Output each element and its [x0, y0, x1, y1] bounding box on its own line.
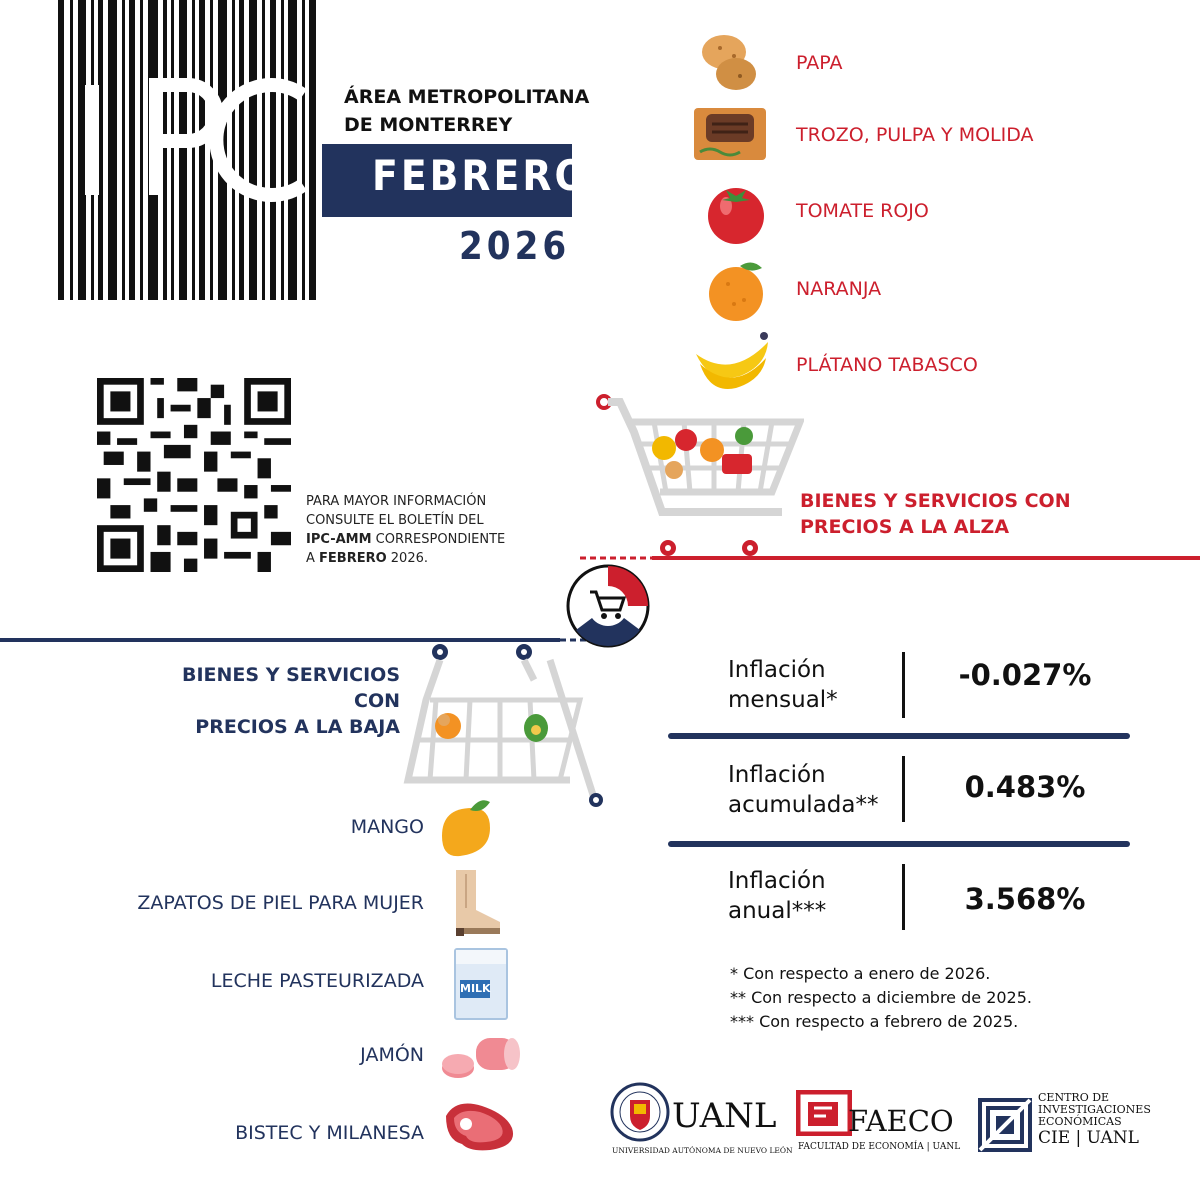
month-title: FEBRERO	[372, 151, 590, 200]
meat-icon	[690, 100, 770, 170]
down-item-label: LECHE PASTEURIZADA	[210, 970, 424, 992]
up-item-label: TROZO, PULPA Y MOLIDA	[796, 124, 1034, 146]
milk-icon	[454, 948, 508, 1020]
inflation-label-line-1: Inflación	[728, 868, 826, 894]
boot-icon	[444, 868, 508, 936]
uanl-seal-icon	[610, 1080, 670, 1150]
footnote: ** Con respecto a diciembre de 2025.	[730, 988, 1032, 1007]
ipc-barcode-logo	[58, 0, 316, 300]
inflation-label-line-2: anual***	[728, 898, 827, 924]
region-line-1: ÁREA METROPOLITANA	[344, 86, 590, 108]
cart-gauge-badge-icon	[562, 560, 654, 652]
table-divider	[902, 652, 905, 718]
info-month: FEBRERO	[319, 551, 387, 566]
up-item-label: PAPA	[796, 52, 843, 74]
cie-line: INVESTIGACIONES	[1038, 1103, 1151, 1116]
info-line-3	[306, 530, 514, 549]
inflation-label-acumulada	[728, 760, 878, 820]
region-line-2: DE MONTERREY	[344, 114, 513, 136]
down-item-jamon	[0, 1026, 520, 1086]
orange-icon	[690, 254, 770, 324]
ham-icon	[440, 1026, 524, 1086]
qr-code[interactable]	[97, 378, 291, 572]
down-item-label: ZAPATOS DE PIEL PARA MUJER	[137, 892, 424, 914]
down-item-label: JAMÓN	[360, 1044, 424, 1066]
table-row-separator	[668, 733, 1130, 739]
up-item-label: TOMATE ROJO	[796, 200, 929, 222]
info-ipc-amm: IPC-AMM	[306, 532, 372, 547]
footnote: *** Con respecto a febrero de 2025.	[730, 1012, 1019, 1031]
inflation-label-line-1: Inflación	[728, 657, 826, 683]
up-item-papa	[690, 28, 1190, 98]
down-item-zapatos	[0, 868, 520, 938]
cie-line: CENTRO DE	[1038, 1091, 1110, 1104]
up-heading-line-2: PRECIOS A LA ALZA	[800, 516, 1010, 538]
up-heading-line-1: BIENES Y SERVICIOS CON	[800, 490, 1071, 512]
down-item-bistec	[0, 1096, 520, 1160]
footnote: * Con respecto a enero de 2026.	[730, 964, 991, 983]
faeco-name: FAECO	[848, 1104, 954, 1138]
uanl-subtitle: UNIVERSIDAD AUTÓNOMA DE NUEVO LEÓN	[612, 1146, 793, 1155]
up-item-trozo	[690, 100, 1190, 170]
cie-name: CIE | UANL	[1038, 1128, 1139, 1148]
down-item-label: BISTEC Y MILANESA	[235, 1122, 424, 1144]
banana-icon	[690, 330, 770, 400]
down-section-heading	[130, 662, 400, 740]
tomato-icon	[690, 176, 770, 246]
down-item-mango	[0, 796, 520, 866]
region-title	[344, 83, 589, 139]
uanl-name: UANL	[672, 1096, 777, 1136]
info-line-2: CONSULTE EL BOLETÍN DEL	[306, 513, 484, 528]
up-item-naranja	[690, 254, 1190, 324]
down-heading-line-2: PRECIOS A LA BAJA	[195, 716, 400, 738]
milk-label: MILK	[460, 980, 490, 998]
uanl-logo[interactable]	[610, 1080, 793, 1160]
inflation-label-line-2: mensual*	[728, 687, 838, 713]
info-line-4-pre: A	[306, 551, 320, 566]
year-title: 2026	[459, 224, 571, 268]
steak-icon	[440, 1096, 520, 1156]
up-item-label: NARANJA	[796, 278, 882, 300]
cie-text	[1038, 1092, 1151, 1148]
up-item-platano	[690, 330, 1190, 400]
shopping-cart-down-icon	[400, 640, 610, 810]
inflation-value-acumulada: 0.483%	[964, 770, 1086, 804]
cie-logo[interactable]	[978, 1090, 1178, 1160]
cie-line: ECONÓMICAS	[1038, 1115, 1122, 1128]
inflation-value-mensual: -0.027%	[958, 658, 1092, 692]
inflation-label-line-1: Inflación	[728, 762, 826, 788]
down-heading-line-1: BIENES Y SERVICIOS CON	[182, 664, 400, 712]
info-line-3-rest: CORRESPONDIENTE	[371, 532, 506, 547]
down-item-leche	[0, 944, 520, 1016]
down-item-label: MANGO	[350, 816, 424, 838]
cie-mark-icon	[978, 1098, 1032, 1152]
table-divider	[902, 756, 905, 822]
table-row-separator	[668, 841, 1130, 847]
inflation-label-anual	[728, 866, 826, 926]
table-divider	[902, 864, 905, 930]
up-item-tomate	[690, 176, 1190, 246]
up-section-heading	[800, 488, 1071, 540]
faeco-mark-icon	[796, 1090, 852, 1136]
faeco-subtitle: FACULTAD DE ECONOMÍA | UANL	[798, 1142, 961, 1152]
potato-icon	[690, 28, 770, 98]
footnotes	[730, 962, 1032, 1034]
faeco-logo[interactable]	[796, 1090, 961, 1160]
inflation-value-anual: 3.568%	[964, 882, 1086, 916]
up-item-label: PLÁTANO TABASCO	[796, 354, 978, 376]
info-line-4-post: 2026.	[386, 551, 429, 566]
mango-icon	[432, 796, 496, 860]
inflation-label-line-2: acumulada**	[728, 792, 879, 818]
shopping-cart-up-icon	[594, 392, 804, 558]
inflation-label-mensual	[728, 655, 838, 715]
info-line-1: PARA MAYOR INFORMACIÓN	[306, 494, 487, 509]
